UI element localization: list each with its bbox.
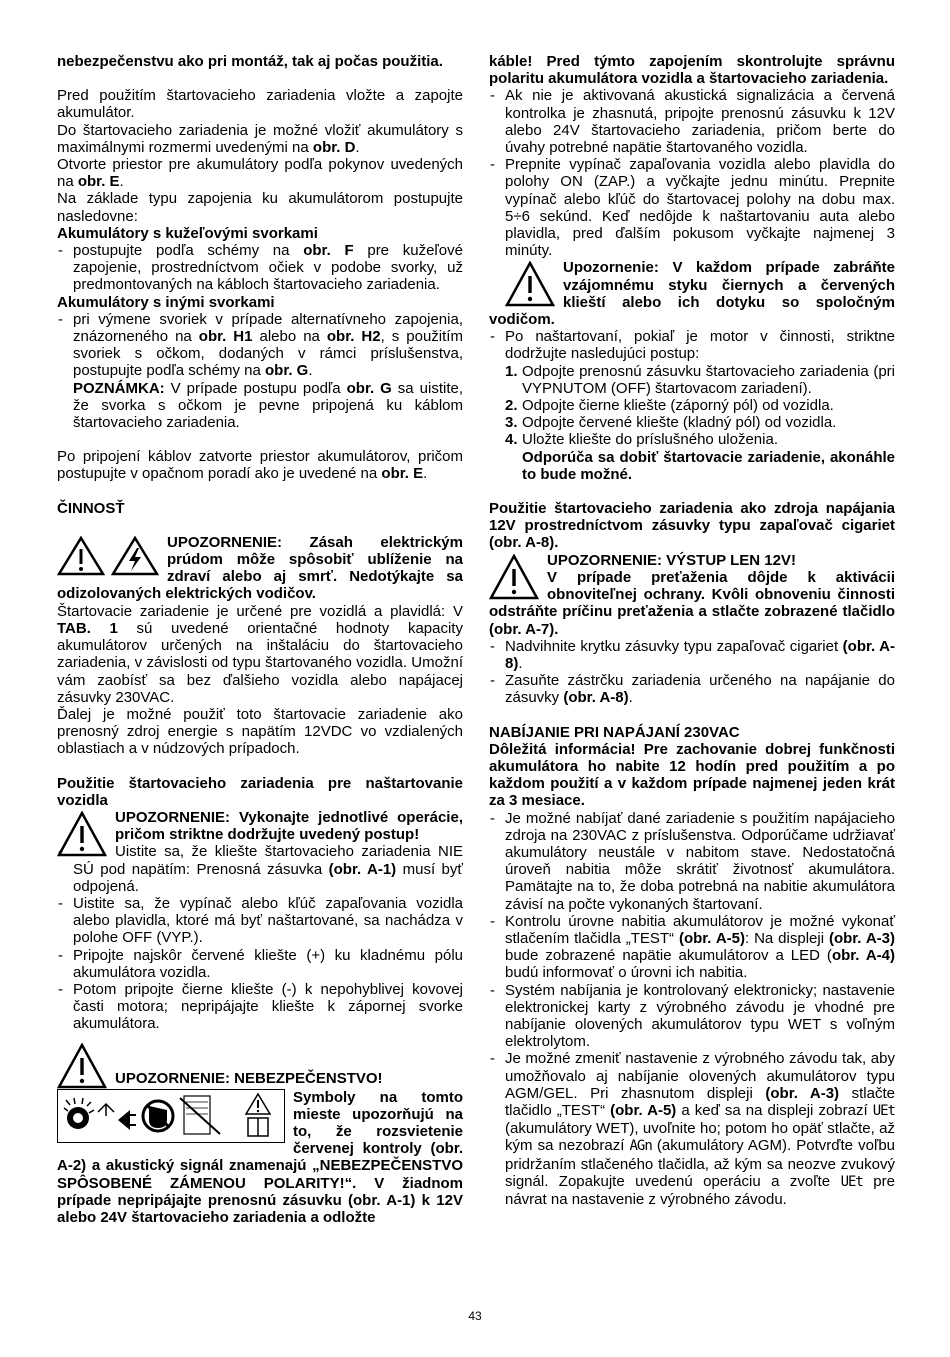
- warning-text: UPOZORNENIE: Vykonajte jednotlivé operácie, pričom striktne dodržujte uvedený postup!: [115, 808, 463, 844]
- list-item: - Potom pripojte čierne kliešte (-) k nepohyblivej kovovej časti motora; nepripájajte kliešte k zápornej svorke akumulátora.: [57, 981, 463, 1033]
- step-item: 3. Odpojte červené kliešte (kladný pól) od vozidla.: [505, 414, 837, 432]
- step-item: 4. Uložte kliešte do príslušného uloženia.: [505, 431, 778, 449]
- list-item: - postupujte podľa schémy na obr. F pre kužeľové zapojenie, prostredníctvom očiek v podobe svorky, už predmontovaných na kábloch štartovacieho zariadenia.: [57, 242, 463, 294]
- paragraph: Ďalej je možné použiť toto štartovacie zariadenie ako prenosný zdroj energie s napätím 12VDC vo vzdialených oblastiach a v núdzových prípadoch.: [57, 705, 463, 758]
- subheading: Akumulátory s inými svorkami: [57, 293, 275, 311]
- paragraph: Na základe typu zapojenia ku akumulátorom postupujte nasledovne:: [57, 190, 463, 225]
- paragraph: Po pripojení káblov zatvorte priestor akumulátorov, pričom postupujte v opačnom poradí ako je uvedené na obr. E.: [57, 448, 463, 483]
- section-heading: ČINNOSŤ: [57, 499, 125, 517]
- step-item: 2. Odpojte čierne kliešte (záporný pól) od vozidla.: [505, 397, 834, 415]
- warning-icon: [57, 1043, 107, 1089]
- lcd-agm-symbol: AGn: [629, 1138, 652, 1155]
- subheading: Použitie štartovacieho zariadenia pre naštartovanie vozidla: [57, 774, 463, 809]
- paragraph: nebezpečenstvu ako pri montáž, tak aj počas použitia.: [57, 53, 443, 70]
- warning-text: UPOZORNENIE: Zásah elektrickým prúdom môže spôsobiť ublíženie na zdraví alebo aj smrť. Nedotýkajte sa odizolovaných elektrických vodičov.: [57, 533, 463, 603]
- paragraph: Otvorte priestor pre akumulátory podľa pokynov uvedených na obr. E.: [57, 156, 463, 191]
- important-info: Dôležitá informácia! Pre zachovanie dobrej funkčnosti akumulátora ho nabite 12 hodín pred použitím a po každom použití a v každom prípade najmenej jeden krát za 3 mesiace.: [489, 740, 895, 810]
- list-item: - Po naštartovaní, pokiaľ je motor v činnosti, striktne dodržujte nasledujúci postup:: [489, 328, 895, 362]
- warning-text: V prípade preťaženia dôjde k aktivácii obnoviteľnej ochrany. Kvôli obnoveniu činnosti odstráňte príčinu preťaženia a stlačte zobrazené tlačidlo (obr. A-7).: [489, 568, 895, 638]
- paragraph: Štartovacie zariadenie je určené pre vozidlá a plavidlá: V TAB. 1 sú uvedené orientačné hodnoty kapacity akumulátorov určených na inštaláciu do štartovacieho zariadenia, v závislosti od typu štartovaného vozidla. Umožní vám zaobísť sa bez ďalšieho vozidla alebo napájacej zásuvky 230VAC.: [57, 602, 463, 706]
- paragraph: káble! Pred týmto zapojením skontrolujte správnu polaritu akumulátora vozidla a štartovacieho zariadenia.: [489, 53, 895, 88]
- page-number: 43: [468, 1309, 482, 1323]
- warning-heading: UPOZORNENIE: VÝSTUP LEN 12V!: [547, 551, 796, 569]
- list-item: - Uistite sa, že vypínač alebo kľúč zapaľovania vozidla alebo plavidla, ktoré má byť naštartované, sa nachádza v polohe OFF (VYP.).: [57, 895, 463, 947]
- paragraph: Pred použitím štartovacieho zariadenia vložte a zapojte akumulátor.: [57, 87, 463, 122]
- list-item: - Kontrolu úrovne nabitia akumulátorov je možné vykonať stlačením tlačidla „TEST“ (obr. A-5): Na displeji (obr. A-3) bude zobrazené napätie akumulátorov a LED (obr. A-4) budú informovať o úrovni ich nabitia.: [489, 913, 895, 982]
- subheading: Akumulátory s kužeľovými svorkami: [57, 224, 318, 242]
- list-item: - Zasuňte zástrčku zariadenia určeného na napájanie do zásuvky (obr. A-8).: [489, 672, 895, 706]
- left-column: [57, 53, 463, 1226]
- list-item: - Prepnite vypínač zapaľovania vozidla alebo plavidla do polohy ON (ZAP.) a vyčkajte jednu minútu. Prepnite vypínač alebo kľúč do štartovacej polohy na dobu max. 5÷6 sekúnd. Keď nedôjde k naštartovaniu auta alebo plavidla, pred ďalším pokusom vyčkajte najmenej 3 minúty.: [489, 156, 895, 259]
- warning-heading: UPOZORNENIE: NEBEZPEČENSTVO!: [115, 1069, 383, 1087]
- subheading: Použitie štartovacieho zariadenia ako zdroja napájania 12V prostredníctvom zásuvky typu zapaľovač cigariet (obr. A-8).: [489, 500, 895, 552]
- list-item: - Nadvihnite krytku zásuvky typu zapaľovač cigariet (obr. A-8).: [489, 638, 895, 672]
- step-item: 1. Odpojte prenosnú zásuvku štartovacieho zariadenia (pri VYPNUTOM (OFF) štartovacom zariadení).: [505, 362, 895, 397]
- list-item: - Ak nie je aktivovaná akustická signalizácia a červená kontrolka je zhasnutá, pripojte prenosnú zásuvku k 12V alebo 24V štartovacieho zariadenia, pričom berte do úvahy potrebné napätie štartovaného vozidla.: [489, 87, 895, 156]
- list-item: - Systém nabíjania je kontrolovaný elektronicky; nastavenie elektronickej karty z výrobného závodu je vhodné pre nabíjanie olovených akumulátorov typu WET s voľným elektrolytom.: [489, 982, 895, 1051]
- list-item: - Pripojte najskôr červené kliešte (+) ku kladnému pólu akumulátora vozidla.: [57, 947, 463, 981]
- list-item: - Je možné nabíjať dané zariadenie s použitím napájacieho zdroja na 230VAC z príslušenstva. Odporúčame udržiavať akumulátory neustále v nabitom stave. Nedostatočná úroveň nabitia môže skrátiť životnosť akumulátora. Pamätajte na to, že doba potrebná na nabitie akumulátora závisí na počte vykonaných štartovaní.: [489, 810, 895, 913]
- step-note: Odporúča sa dobiť štartovacie zariadenie, akonáhle to bude možné.: [522, 448, 895, 483]
- warning-text: Upozornenie: V každom prípade zabráňte vzájomnému styku čiernych a červených klieští alebo ich dotyku so spoločným vodičom.: [489, 259, 895, 329]
- warning-electric-icon: [57, 536, 159, 576]
- warning-icon: [505, 261, 555, 307]
- list-item: - pri výmene svoriek v prípade alternatívneho zapojenia, znázorneného na obr. H1 alebo na obr. H2, s použitím svoriek s očkom, dodaných v rámci príslušenstva, postupujte podľa schémy na obr. G.: [57, 311, 463, 380]
- polarity-warning-symbols: [57, 1089, 285, 1143]
- note: POZNÁMKA: V prípade postupu podľa obr. G sa uistite, že svorka s očkom je pevne pripojená ku káblom štartovacieho zariadenia.: [73, 379, 463, 432]
- warning-text: Symboly na tomto mieste upozorňujú na to, že rozsvietenie červenej kontroly (obr. A-2) a akustický signál znamenajú „NEBEZPEČENSTVO SPÔSOBENÉ ZÁMENOU POLARITY!“. V žiadnom prípade nepripájajte prenosnú zásuvku (obr. A-1) k 12V alebo 24V štartovacieho zariadenia a odložte: [57, 1088, 463, 1226]
- paragraph: Do štartovacieho zariadenia je možné vložiť akumulátory s maximálnymi rozmermi uvedenými na obr. D.: [57, 121, 463, 156]
- lcd-wet-symbol: UEt: [840, 1173, 863, 1190]
- list-item: - Uistite sa, že kliešte štartovacieho zariadenia NIE SÚ pod napätím: Prenosná zásuvka (obr. A-1) musí byť odpojená.: [57, 843, 463, 895]
- list-item: - Je možné zmeniť nastavenie z výrobného závodu tak, aby umožňovalo aj nabíjanie olovených akumulátorov typu AGM/GEL. Pri zhasnutom displeji (obr. A-3) stlačte tlačidlo „TEST“ (obr. A-5) a keď sa na displeji zobrazí UEt (akumulátory WET), uvoľnite ho; potom ho opäť stlačte, až kým sa nezobrazí AGn (akumulátory AGM). Potvrďte voľbu pridržaním stlačeného tlačidla, až kým sa neozve zvukový signál. Zopakujte uvedenú operáciu a zvoľte UEt pre návrat na nastavenie z výrobného závodu.: [489, 1050, 895, 1208]
- right-column: [489, 53, 895, 1208]
- section-heading: NABÍJANIE PRI NAPÁJANÍ 230VAC: [489, 723, 740, 741]
- polarity-symbols-icon: [58, 1090, 283, 1141]
- warning-icon: [489, 554, 539, 600]
- lcd-wet-symbol: UEt: [872, 1102, 895, 1119]
